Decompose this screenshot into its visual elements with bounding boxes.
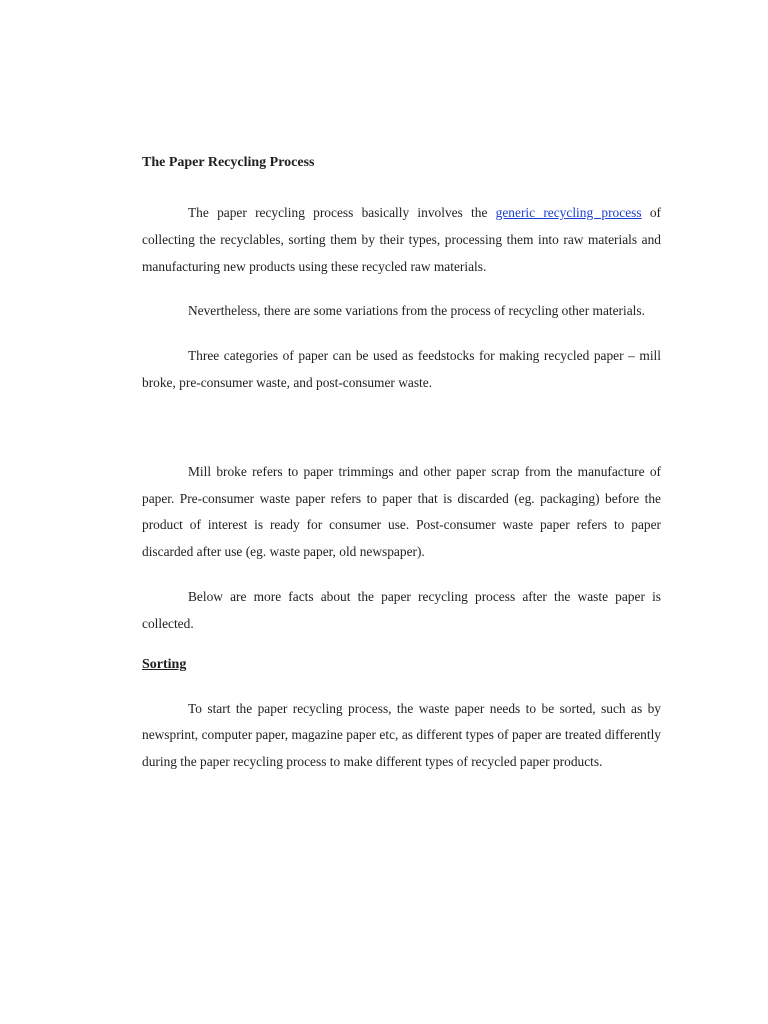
generic-recycling-process-link[interactable]: generic recycling process [495, 205, 642, 220]
paragraph-categories: Three categories of paper can be used as feedstocks for making recycled paper – mill broke, pre-consumer waste, and post-consumer waste. [142, 348, 661, 390]
paragraph-more-facts: Below are more facts about the paper recycling process after the waste paper is collected. [142, 588, 661, 631]
paragraph-variations: Nevertheless, there are some variations from the process of recycling other materials. [188, 303, 645, 319]
section-heading-sorting: Sorting [142, 656, 187, 672]
paragraph-intro-text-after: of collecting the recyclables, sorting them by their types, processing them into raw materials and manufacturing new products using these recycled raw materials. [142, 205, 661, 274]
paragraph-intro-text-before: The paper recycling process basically involves the [188, 205, 496, 220]
paragraph-definitions: Mill broke refers to paper trimmings and other paper scrap from the manufacture of paper. Pre-consumer waste paper refers to paper that is discarded (eg. packaging) before the product of interest is ready for consumer use. Post-consumer waste paper refers to paper discarded after use (eg. waste paper, old newspaper). [142, 463, 661, 560]
paragraph-sorting: To start the paper recycling process, the waste paper needs to be sorted, such as by newsprint, computer paper, magazine paper etc, as different types of paper are treated differently during the paper recycling process to make different types of recycled paper products. [142, 700, 661, 770]
paragraph-intro [142, 200, 661, 280]
document-title: The Paper Recycling Process [142, 155, 315, 170]
